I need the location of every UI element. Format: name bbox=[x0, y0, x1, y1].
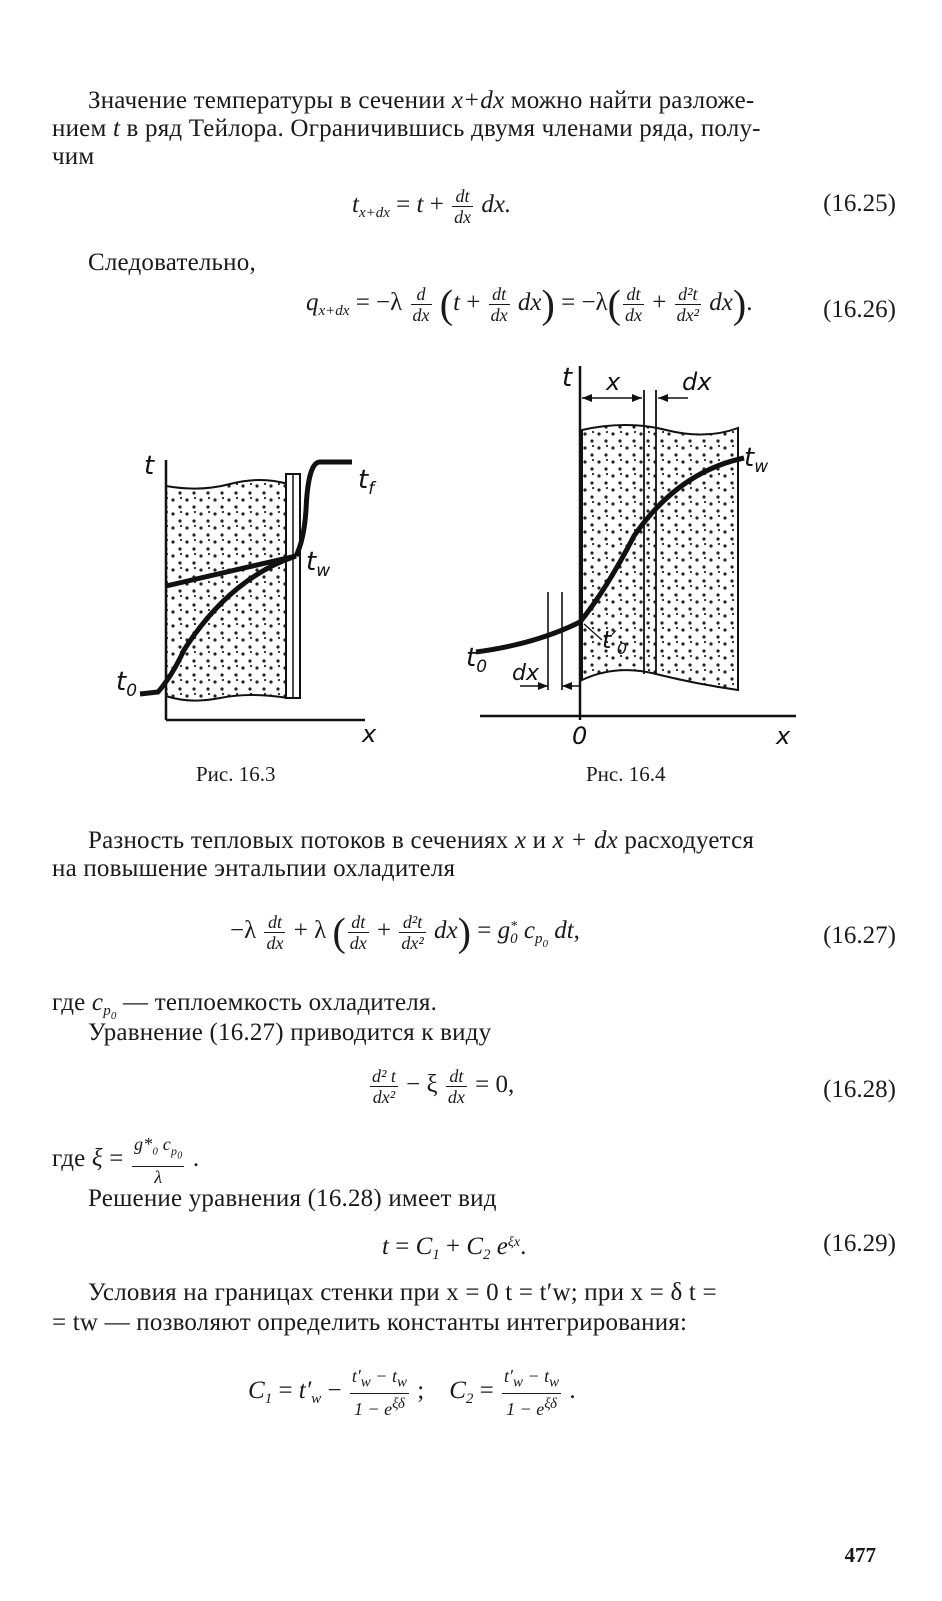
equation-16-27: −λ $\frac{dt}{dx}$ + λ ( $\frac{dt}{dx}$ + $\frac{\text{d²t}}{\text{dx²}}$ $dx) = g^*_0$ $c_{p_0}$ dt, bbox=[230, 909, 580, 955]
fig16-3-label-x: x bbox=[362, 720, 377, 748]
paragraph-solution: Решение уравнения (16.28) имеет вид bbox=[88, 1185, 497, 1212]
paragraph-taylor-line3: чим bbox=[52, 143, 95, 170]
caption-fig-16-4: Рнс. 16.4 bbox=[586, 762, 666, 786]
paragraph-heat-capacity: где $c_{p_0}$ — теплоемкость охладителя. bbox=[52, 989, 438, 1022]
equation-number-16-26: (16.26) bbox=[823, 296, 896, 323]
equation-16-28: $\frac{\text{d² t}}{\text{dx²}}$ − ξ $\frac{dt}{dx}$ = 0, bbox=[372, 1066, 515, 1107]
paragraph-therefore: Следовательно, bbox=[88, 249, 256, 276]
fig16-4-label-t0: $t_0$ bbox=[466, 643, 488, 677]
fig16-4-label-t: t bbox=[562, 363, 573, 393]
paragraph-boundary-conditions-line1: Условия на границах стенки при x = 0 t = t′w; при x = δ t = bbox=[88, 1279, 717, 1306]
paragraph-heat-flux-line1: Разность тепловых потоков в сечениях x и x + dx расходуется bbox=[88, 827, 755, 854]
equation-number-16-29: (16.29) bbox=[823, 1230, 896, 1257]
fig16-4-label-x-top: x bbox=[606, 368, 621, 396]
fig16-4-label-dx-bottom: dx bbox=[512, 661, 539, 686]
fig16-4-label-t0-prime: $t'_0$ bbox=[602, 626, 628, 658]
page-number: 477 bbox=[844, 1543, 876, 1567]
equation-16-25: $t_{x+dx} = t$ + $\frac{dt}{dx}$ dx. bbox=[352, 186, 512, 227]
caption-fig-16-3: Рис. 16.3 bbox=[196, 762, 276, 786]
paragraph-heat-flux-line2: на повышение энтальпии охладителя bbox=[52, 855, 456, 882]
fig16-3-label-tf: $t_f$ bbox=[358, 465, 375, 499]
porous-wall-region bbox=[166, 480, 288, 701]
paragraph-boundary-conditions-line2: = tw — позволяют определить константы интегрирования: bbox=[52, 1309, 688, 1336]
figure-16-4 bbox=[456, 360, 856, 770]
equation-number-16-25: (16.25) bbox=[823, 190, 896, 217]
paragraph-xi-definition: где ξ = $\frac{g*_0 c_{p_0}}{\lambda}$ . bbox=[52, 1134, 200, 1187]
fig16-4-label-x: x bbox=[776, 722, 791, 750]
equation-16-26: $q_{x+dx} = -\lambda$ $\frac{d}{dx}$ (t + $\frac{dt}{dx}$ dx) = −λ( $\frac{dt}{dx}$ + $\frac{\text{d²t}}{\text{dx²}}$ dx). bbox=[306, 281, 753, 327]
paragraph-taylor-line1: Значение температуры в сечении x+dx можно найти разложе- bbox=[88, 87, 755, 114]
fig16-3-label-tw: $t_w$ bbox=[306, 547, 331, 581]
paragraph-reduced-form: Уравнение (16.27) приводится к виду bbox=[88, 1019, 492, 1046]
paragraph-taylor-line2: нием t в ряд Тейлора. Ограничившись двумя членами ряда, полу- bbox=[52, 115, 761, 142]
fig16-4-label-zero: 0 bbox=[572, 722, 588, 750]
equation-number-16-28: (16.28) bbox=[823, 1076, 896, 1103]
gas-temperature-curve bbox=[296, 462, 352, 556]
fig16-3-label-t: t bbox=[144, 451, 155, 481]
fig16-3-label-t0: $t_0$ bbox=[116, 667, 138, 701]
fig16-4-label-dx-top: dx bbox=[682, 368, 712, 396]
fig16-4-label-tw: $t_w$ bbox=[744, 443, 769, 477]
figure-16-3 bbox=[100, 440, 400, 750]
equation-16-29: $t = C_1 + C_2$ $e^{\xi x}$. bbox=[382, 1233, 527, 1263]
equation-constants: $C_1 = t'_w$ − $\frac{t'_w - t_w}{1 - e^{\xi\delta}}$ ; $C_2$ = $\frac{t'_w - t_w}{1 - e^{\xi\delta}}$ . bbox=[248, 1366, 576, 1419]
equation-number-16-27: (16.27) bbox=[823, 922, 896, 949]
